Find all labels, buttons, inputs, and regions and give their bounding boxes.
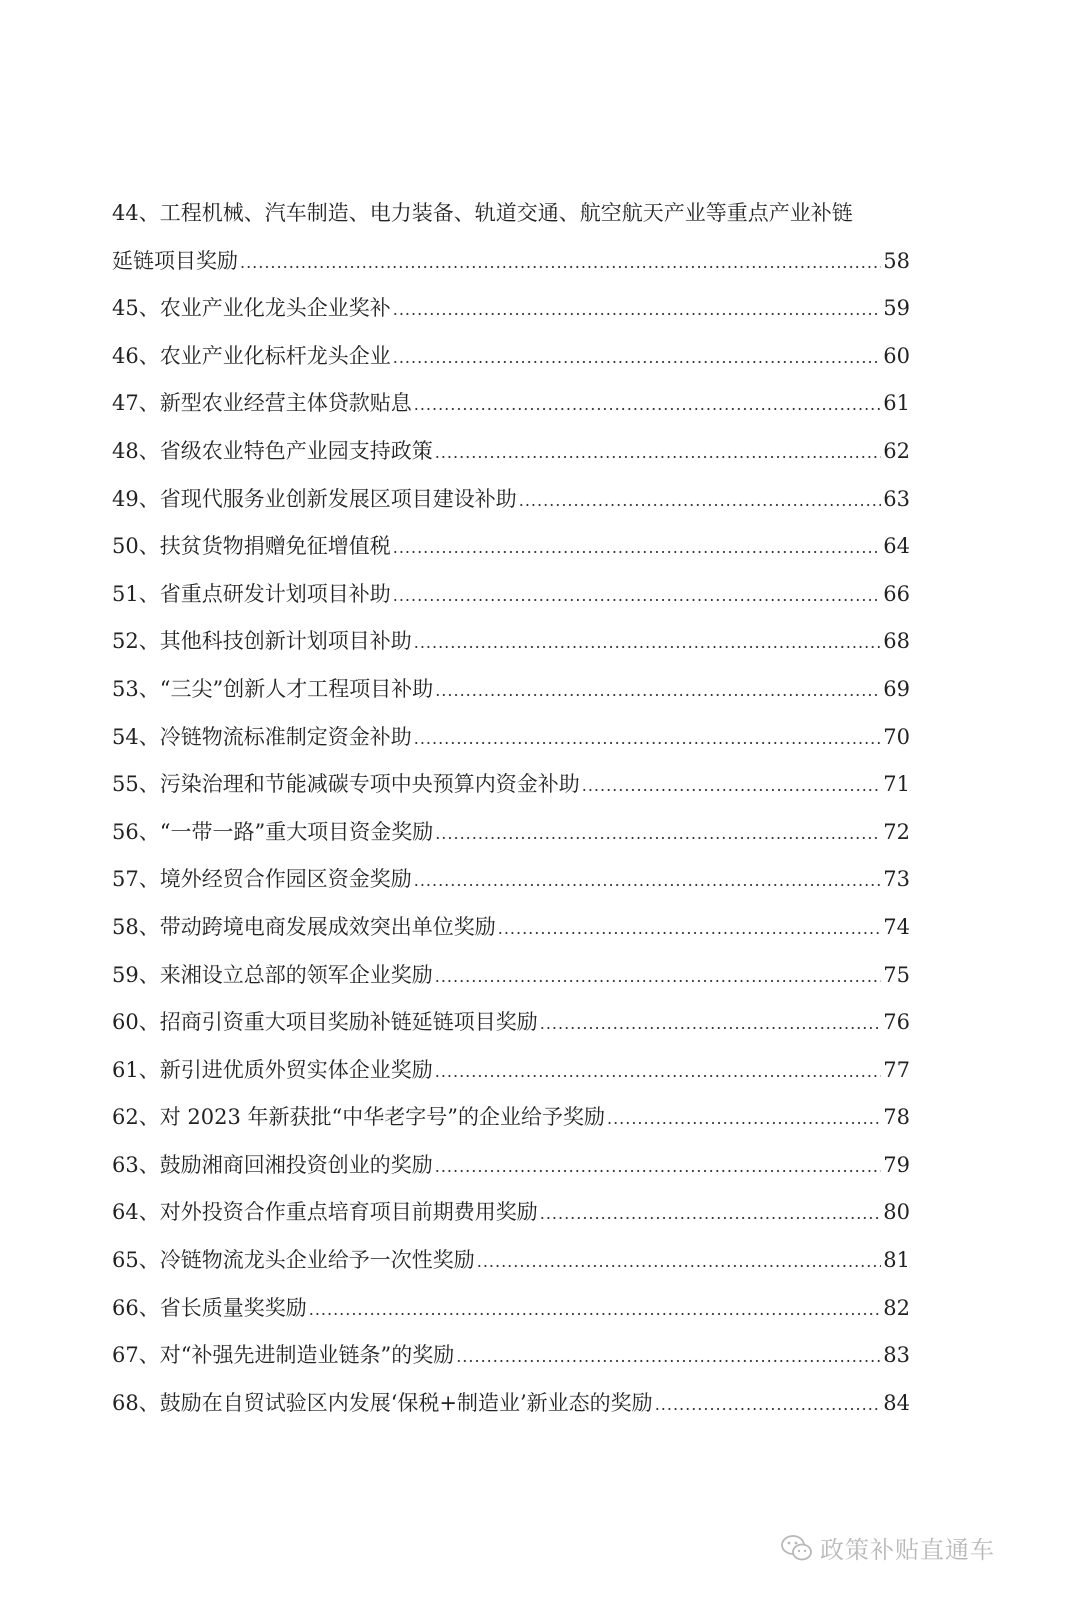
toc-leader-dots (393, 572, 882, 620)
toc-entry-page: 58 (883, 248, 910, 273)
toc-entry-title: 对外投资合作重点培育项目前期费用奖励 (159, 1200, 538, 1225)
toc-entry-title: 招商引资重大项目奖励补链延链项目奖励 (159, 1010, 538, 1035)
toc-leader-dots (498, 905, 882, 953)
toc-entry-number: 55、 (112, 772, 160, 797)
toc-entry-title: 对“补强先进制造业链条”的奖励 (159, 1343, 455, 1368)
toc-leader-dots (309, 1286, 882, 1334)
toc-entry-page: 84 (883, 1390, 910, 1415)
toc-entry-title: 省重点研发计划项目补助 (159, 581, 391, 606)
toc-entry-number: 62、 (112, 1105, 160, 1130)
toc-entry[interactable] (112, 1380, 910, 1428)
toc-leader-dots (540, 1000, 882, 1048)
toc-entry-page: 71 (883, 772, 910, 797)
toc-entry-number: 66、 (112, 1295, 160, 1320)
toc-entry[interactable] (112, 476, 910, 524)
toc-leader-dots (435, 1143, 882, 1191)
toc-entry-number: 48、 (112, 438, 160, 463)
toc-leader-dots (607, 1095, 881, 1143)
toc-entry-page: 83 (883, 1343, 910, 1368)
toc-entry-title: 来湘设立总部的领军企业奖励 (159, 962, 433, 987)
toc-entry[interactable] (112, 1142, 910, 1190)
toc-entry[interactable] (112, 618, 910, 666)
toc-entry-page: 59 (883, 296, 910, 321)
toc-entry-page: 79 (883, 1152, 910, 1177)
toc-entry[interactable] (112, 285, 910, 333)
toc-leader-dots (435, 667, 881, 715)
toc-entry-title: 带动跨境电商发展成效突出单位奖励 (159, 914, 496, 939)
toc-entry-title: 省长质量奖奖励 (159, 1295, 307, 1320)
toc-leader-dots (435, 953, 882, 1001)
toc-entry[interactable] (112, 714, 910, 762)
toc-entry[interactable] (112, 523, 910, 571)
toc-entry[interactable] (112, 1047, 910, 1095)
toc-leader-dots (414, 381, 882, 429)
toc-leader-dots (240, 239, 881, 287)
toc-entry-title: 其他科技创新计划项目补助 (159, 629, 412, 654)
toc-entry-number: 45、 (112, 296, 160, 321)
wechat-icon (780, 1533, 814, 1563)
toc-entry-number: 60、 (112, 1010, 160, 1035)
toc-entry[interactable] (112, 666, 910, 714)
toc-entry-page: 61 (883, 391, 910, 416)
toc-entry-title: 鼓励湘商回湘投资创业的奖励 (159, 1152, 433, 1177)
toc-entry[interactable] (112, 904, 910, 952)
toc-entry-number: 47、 (112, 391, 160, 416)
toc-entry-number: 44、 (112, 201, 160, 225)
toc-entry-page: 66 (883, 581, 910, 606)
toc-entry-page: 82 (883, 1295, 910, 1320)
toc-entry[interactable] (112, 1285, 910, 1333)
toc-entry-number: 67、 (112, 1343, 160, 1368)
toc-entry-page: 76 (883, 1010, 910, 1035)
toc-entry-page: 75 (883, 962, 910, 987)
toc-entry[interactable] (112, 1189, 910, 1237)
toc-entry-page: 73 (883, 867, 910, 892)
toc-entry-page: 81 (883, 1248, 910, 1273)
toc-entry-number: 68、 (112, 1390, 160, 1415)
toc-entry[interactable] (112, 809, 910, 857)
toc-entry-page: 80 (883, 1200, 910, 1225)
toc-entry[interactable] (112, 190, 910, 285)
toc-leader-dots (540, 1190, 882, 1238)
toc-entry-number: 46、 (112, 343, 160, 368)
toc-entry-title: 农业产业化标杆龙头企业 (159, 343, 391, 368)
toc-entry-title: 新型农业经营主体贷款贴息 (159, 391, 412, 416)
toc-entry-page: 69 (883, 676, 910, 701)
toc-entry-title: 境外经贸合作园区资金奖励 (159, 867, 412, 892)
toc-leader-dots (435, 1048, 882, 1096)
toc-entry-title: 延链项目奖励 (112, 248, 238, 273)
toc-entry-page: 62 (883, 438, 910, 463)
toc-entry-page: 68 (883, 629, 910, 654)
toc-entry[interactable] (112, 856, 910, 904)
toc-entry-title: 污染治理和节能减碳专项中央预算内资金补助 (159, 772, 580, 797)
toc-entry-number: 64、 (112, 1200, 160, 1225)
toc-entry-number: 57、 (112, 867, 160, 892)
toc-entry-title: 农业产业化龙头企业奖补 (159, 296, 391, 321)
account-watermark (780, 1530, 995, 1565)
toc-leader-dots (393, 524, 882, 572)
toc-entry-title: 省级农业特色产业园支持政策 (159, 438, 433, 463)
toc-entry-number: 51、 (112, 581, 160, 606)
toc-leader-dots (582, 762, 882, 810)
toc-entry-title: “一带一路”重大项目资金奖励 (159, 819, 434, 844)
toc-entry-number: 59、 (112, 962, 160, 987)
toc-entry-title: “三尖”创新人才工程项目补助 (159, 676, 434, 701)
watermark-text: 政策补贴直通车 (820, 1536, 995, 1564)
toc-entry-number: 58、 (112, 914, 160, 939)
toc-leader-dots (456, 1333, 881, 1381)
toc-entry-page: 60 (883, 343, 910, 368)
toc-leader-dots (393, 334, 882, 382)
toc-entry-number: 61、 (112, 1057, 160, 1082)
toc-entry-page: 70 (883, 724, 910, 749)
toc-entry[interactable] (112, 333, 910, 381)
toc-leader-dots (435, 429, 882, 477)
toc-leader-dots (477, 1238, 882, 1286)
toc-entry[interactable] (112, 761, 910, 809)
toc-entry-page: 72 (883, 819, 910, 844)
toc-leader-dots (655, 1381, 882, 1429)
toc-entry-number: 63、 (112, 1152, 160, 1177)
toc-entry-title-line1: 工程机械、汽车制造、电力装备、轨道交通、航空航天产业等重点产业补链 (159, 201, 853, 225)
toc-entry-number: 54、 (112, 724, 160, 749)
toc-entry[interactable] (112, 952, 910, 1000)
toc-entry-number: 50、 (112, 534, 160, 559)
toc-entry-page: 77 (883, 1057, 910, 1082)
toc-leader-dots (414, 715, 882, 763)
toc-leader-dots (414, 619, 882, 667)
toc-entry-number: 49、 (112, 486, 160, 511)
toc-entry-number: 65、 (112, 1248, 160, 1273)
toc-entry[interactable] (112, 380, 910, 428)
toc-entry[interactable] (112, 1332, 910, 1380)
toc-entry-title: 冷链物流龙头企业给予一次性奖励 (159, 1248, 475, 1273)
toc-entry-page: 64 (883, 534, 910, 559)
toc-entry[interactable] (112, 571, 910, 619)
toc-entry-page: 78 (883, 1105, 910, 1130)
toc-entry-page: 74 (883, 914, 910, 939)
toc-entry-title: 冷链物流标准制定资金补助 (159, 724, 412, 749)
toc-entry-number: 53、 (112, 676, 160, 701)
toc-leader-dots (435, 810, 881, 858)
toc-entry-number: 56、 (112, 819, 160, 844)
toc-leader-dots (414, 857, 882, 905)
toc-entry-title: 对 2023 年新获批“中华老字号”的企业给予奖励 (159, 1105, 605, 1130)
toc-leader-dots (393, 286, 882, 334)
toc-entry-title: 鼓励在自贸试验区内发展‘保税+制造业’新业态的奖励 (159, 1390, 653, 1415)
toc-entry-title: 省现代服务业创新发展区项目建设补助 (159, 486, 517, 511)
toc-leader-dots (519, 477, 882, 525)
toc-entry-title: 扶贫货物捐赠免征增值税 (159, 534, 391, 559)
toc-entry[interactable] (112, 999, 910, 1047)
toc-entry[interactable] (112, 1094, 910, 1142)
table-of-contents (112, 190, 910, 1427)
toc-entry[interactable] (112, 1237, 910, 1285)
toc-entry-title: 新引进优质外贸实体企业奖励 (159, 1057, 433, 1082)
toc-entry-page: 63 (883, 486, 910, 511)
toc-entry-number: 52、 (112, 629, 160, 654)
toc-entry[interactable] (112, 428, 910, 476)
